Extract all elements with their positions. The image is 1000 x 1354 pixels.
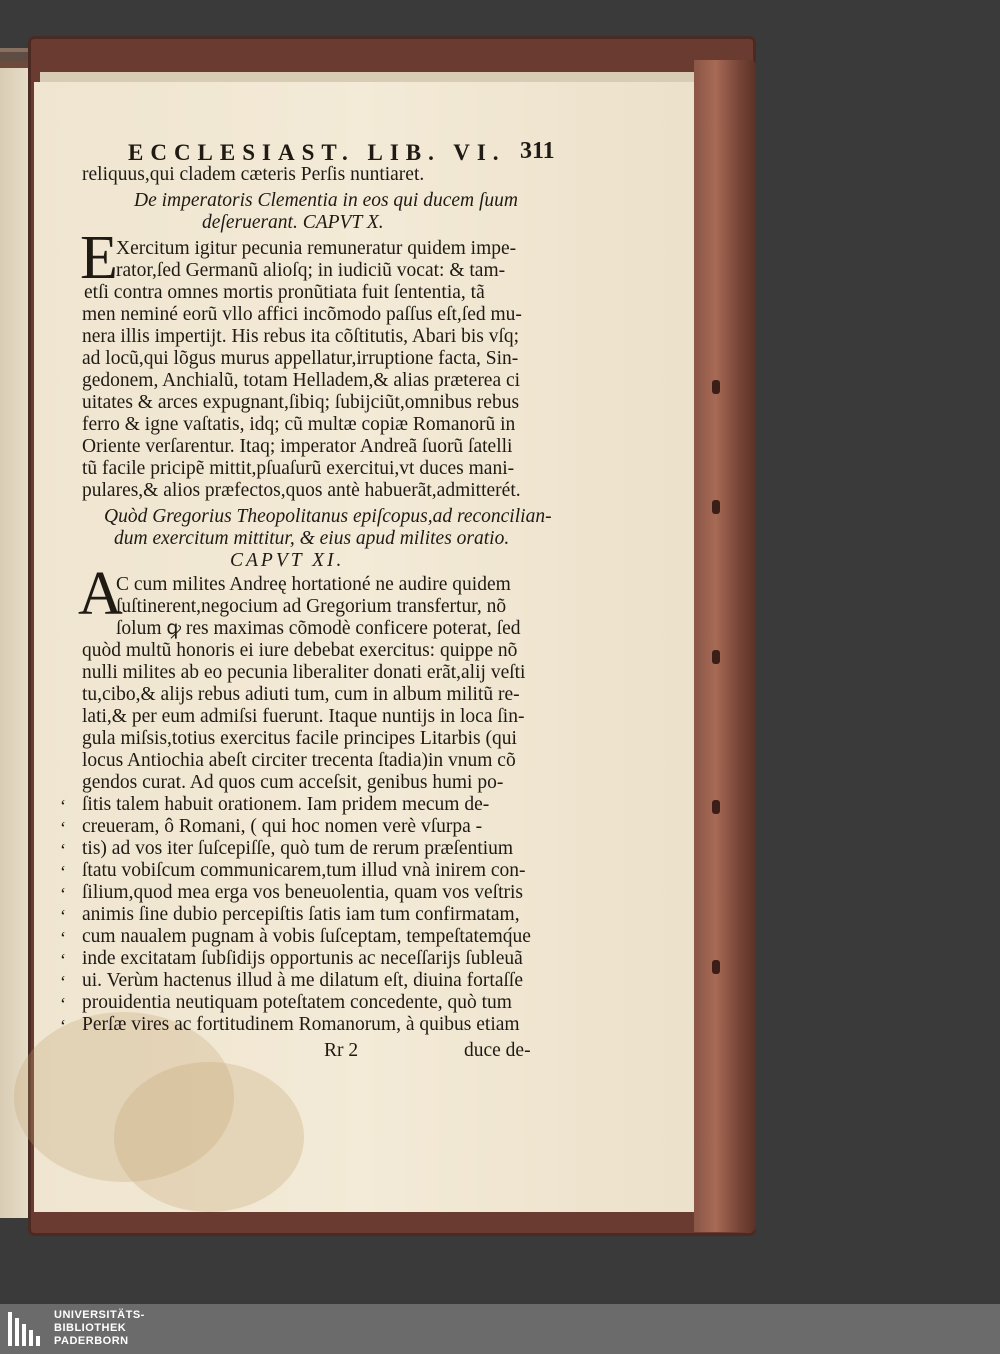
drop-capital: A	[78, 560, 123, 628]
text-line: ad locũ,qui lõgus murus appellatur,irruptione facta, Sin-	[82, 348, 519, 369]
text-line: Perſæ vires ac fortitudinem Romanorum, à quibus etiam	[82, 1014, 520, 1035]
quotation-mark: ‘	[60, 884, 66, 904]
text-line: cum naualem pugnam à vobis ſuſceptam, tempeſtatemq́ue	[82, 926, 531, 947]
book-cover-edge	[694, 60, 756, 1232]
text-line: gendos curat. Ad quos cum acceſsit, genibus humi po-	[82, 772, 504, 793]
text-line: ſilium,quod mea erga vos beneuolentia, quam vos veſtris	[82, 882, 524, 903]
text-line: tu,cibo,& alijs rebus adiuti tum, cum in album militũ re-	[82, 684, 520, 705]
catchword: duce de-	[464, 1040, 531, 1061]
quotation-mark: ‘	[60, 972, 66, 992]
text-line: nulli milites ab eo pecunia liberaliter donati erãt,alij veſti	[82, 662, 526, 683]
text-line: gula miſsis,totius exercitus facile principes Litarbis (qui	[82, 728, 517, 749]
binding-mark	[712, 650, 720, 664]
text-line: creueram, ô Romani, ( qui hoc nomen verè vſurpa -	[82, 816, 483, 837]
text-line: gedonem, Anchialũ, totam Helladem,& alias præterea ci	[82, 370, 521, 391]
page-number: 311	[520, 138, 555, 164]
signature-mark: Rr 2	[324, 1040, 359, 1061]
quotation-mark: ‘	[60, 840, 66, 860]
quotation-mark: ‘	[60, 950, 66, 970]
text-line: pulares,& alios præfectos,quos antè habuerãt,admitterét.	[82, 480, 521, 501]
footer-line-2: BIBLIOTHEK	[54, 1322, 127, 1334]
text-line: CAPVT XI.	[230, 550, 345, 571]
text-line: tũ facile pricipẽ mittit,pſuaſurũ exercitui,vt duces mani-	[82, 458, 515, 479]
text-line: ſolum ꝙ res maximas cõmodè conficere poterat, ſed	[116, 618, 521, 639]
text-line: tis) ad vos iter ſuſcepiſſe, quò tum de rerum præſentium	[82, 838, 514, 859]
text-line: men neminé eorũ vllo affici incõmodo paſſus eſt,ſed mu-	[82, 304, 522, 325]
quotation-mark: ‘	[60, 928, 66, 948]
text-line: ferro & igne vaſtatis, idq; cũ multæ copiæ Romanorũ in	[82, 414, 516, 435]
book-page	[34, 82, 694, 1212]
text-line: ſuſtinerent,negocium ad Gregorium transfertur, nõ	[116, 596, 507, 617]
binding-mark	[712, 380, 720, 394]
text-line: etſi contra omnes mortis pronũtiata fuit ſententia, tã	[84, 282, 485, 303]
library-logo-icon	[8, 1312, 48, 1346]
text-line: uitates & arces expugnant,ſibiq; ſubijciũt,omnibus rebus	[82, 392, 520, 413]
text-line: De imperatoris Clementia in eos qui ducem ſuum	[134, 190, 518, 211]
text-line: Xercitum igitur pecunia remuneratur quidem impe-	[116, 238, 517, 259]
text-line: Oriente verſarentur. Itaq; imperator Andreã ſuorũ ſatelli	[82, 436, 513, 457]
text-line: C cum milites Andreę hortationé ne audire quidem	[116, 574, 511, 595]
text-line: dum exercitum mittitur, & eius apud milites oratio.	[114, 528, 510, 549]
quotation-mark: ‘	[60, 994, 66, 1014]
text-line: locus Antiochia abeſt circiter trecenta ſtadia)in vnum cõ	[82, 750, 516, 771]
text-line: inde excitatam ſubſidijs opportunis ac neceſſarijs ſubleuã	[82, 948, 523, 969]
text-line: animis ſine dubio percepiſtis ſatis iam tum confirmatam,	[82, 904, 520, 925]
quotation-mark: ‘	[60, 818, 66, 838]
text-line: reliquus,qui cladem cæteris Perſis nuntiaret.	[82, 164, 425, 185]
text-line: quòd multũ honoris ei iure debebat exercitus: quippe nõ	[82, 640, 518, 661]
text-line: ui. Verùm hactenus illud à me dilatum eſt, diuina fortaſſe	[82, 970, 523, 991]
binding-mark	[712, 800, 720, 814]
binding-mark	[712, 960, 720, 974]
text-line: ſitis talem habuit orationem. Iam pridem mecum de-	[82, 794, 490, 815]
quotation-mark: ‘	[60, 1016, 66, 1036]
binding-mark	[712, 500, 720, 514]
running-head: ECCLESIAST. LIB. VI.	[128, 140, 506, 165]
footer-line-3: PADERBORN	[54, 1335, 129, 1347]
footer-bar	[0, 1304, 1000, 1354]
text-line: rator,ſed Germanũ alioſq; in iudiciũ vocat: & tam-	[116, 260, 506, 281]
text-line: prouidentia neutiquam poteſtatem concedente, quò tum	[82, 992, 512, 1013]
text-line: Quòd Gregorius Theopolitanus epiſcopus,ad reconcilian-	[104, 506, 552, 527]
quotation-mark: ‘	[60, 906, 66, 926]
quotation-mark: ‘	[60, 796, 66, 816]
quotation-mark: ‘	[60, 862, 66, 882]
text-line: deſeruerant. CAPVT X.	[202, 212, 384, 233]
text-line: ſtatu vobiſcum communicarem,tum illud vnà inirem con-	[82, 860, 526, 881]
text-line: lati,& per eum admiſsi fuerunt. Itaque nuntijs in loca ſin-	[82, 706, 525, 727]
drop-capital: E	[80, 224, 118, 292]
page-text-block	[34, 82, 694, 1212]
footer-line-1: UNIVERSITÄTS-	[54, 1309, 145, 1321]
text-line: nera illis impertijt. His rebus ita cõſtitutis, Abari bis vſq;	[82, 326, 520, 347]
